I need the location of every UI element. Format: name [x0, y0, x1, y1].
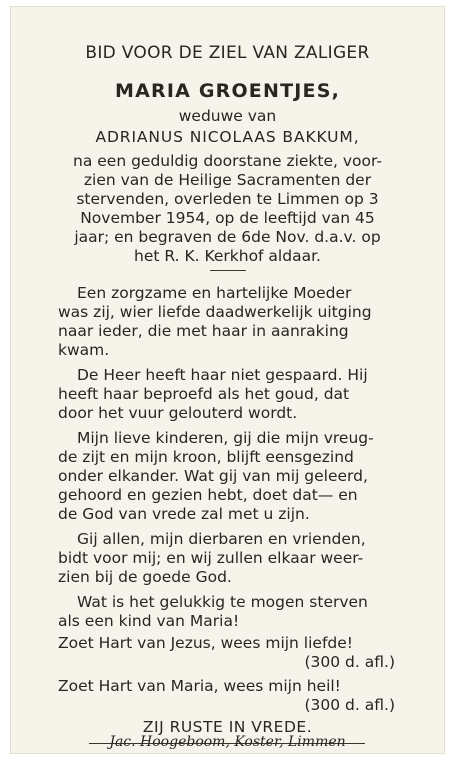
text-line: De Heer heeft haar niet gespaard. Hij [77, 366, 368, 384]
deceased-name: MARIA GROENTJES, [115, 80, 340, 102]
bio-line: na een geduldig doorstane ziekte, voor- [73, 152, 382, 170]
text-line: bidt voor mij; en wij zullen elkaar weer- [58, 549, 364, 567]
prayer-line: Zoet Hart van Jezus, wees mijn liefde! [58, 634, 353, 652]
text-line: Gij allen, mijn dierbaren en vrienden, [77, 530, 366, 548]
text-line: naar ieder, die met haar in aanraking [58, 322, 349, 340]
text-line: heeft haar beproefd als het goud, dat [58, 385, 350, 403]
widow-of-label: weduwe van [178, 107, 277, 125]
text-line: onder elkander. Wat gij van mij geleerd, [58, 467, 368, 485]
text-line: Een zorgzame en hartelijke Moeder [77, 284, 352, 302]
text-line: Wat is het gelukkig te mogen sterven [77, 593, 368, 611]
text-line: zien bij de goede God. [58, 568, 232, 586]
text-line: was zij, wier liefde daadwerkelijk uitging [58, 303, 372, 321]
bio-line: November 1954, op de leeftijd van 45 [80, 209, 375, 227]
printer-credit: Jac. Hoogeboom, Koster, Limmen [109, 734, 346, 750]
text-line: de God van vrede zal met u zijn. [58, 505, 310, 523]
prayer-heading: BID VOOR DE ZIEL VAN ZALIGER [85, 43, 370, 63]
bio-line: het R. K. Kerkhof aldaar. [134, 247, 321, 265]
indulgence-note: (300 d. afl.) [304, 653, 395, 671]
text-line: als een kind van Maria! [58, 612, 240, 630]
bio-line: zien van de Heilige Sacramenten der [83, 171, 372, 189]
prayer-line: Zoet Hart van Maria, wees mijn heil! [58, 677, 341, 695]
text-line: gehoord en gezien hebt, doet dat— en [58, 486, 358, 504]
memorial-card [10, 6, 445, 754]
closing-line: ZIJ RUSTE IN VREDE. [142, 718, 313, 736]
text-line: de zijt en mijn kroon, blijft eensgezind [58, 448, 354, 466]
bio-line: jaar; en begraven de 6de Nov. d.a.v. op [74, 228, 381, 246]
text-line: door het vuur gelouterd wordt. [58, 404, 298, 422]
indulgence-note: (300 d. afl.) [304, 696, 395, 714]
text-line: kwam. [58, 341, 110, 359]
text-line: Mijn lieve kinderen, gij die mijn vreug- [77, 429, 374, 447]
divider [210, 270, 246, 271]
husband-name: ADRIANUS NICOLAAS BAKKUM, [95, 128, 360, 146]
bio-line: stervenden, overleden te Limmen op 3 [76, 190, 379, 208]
